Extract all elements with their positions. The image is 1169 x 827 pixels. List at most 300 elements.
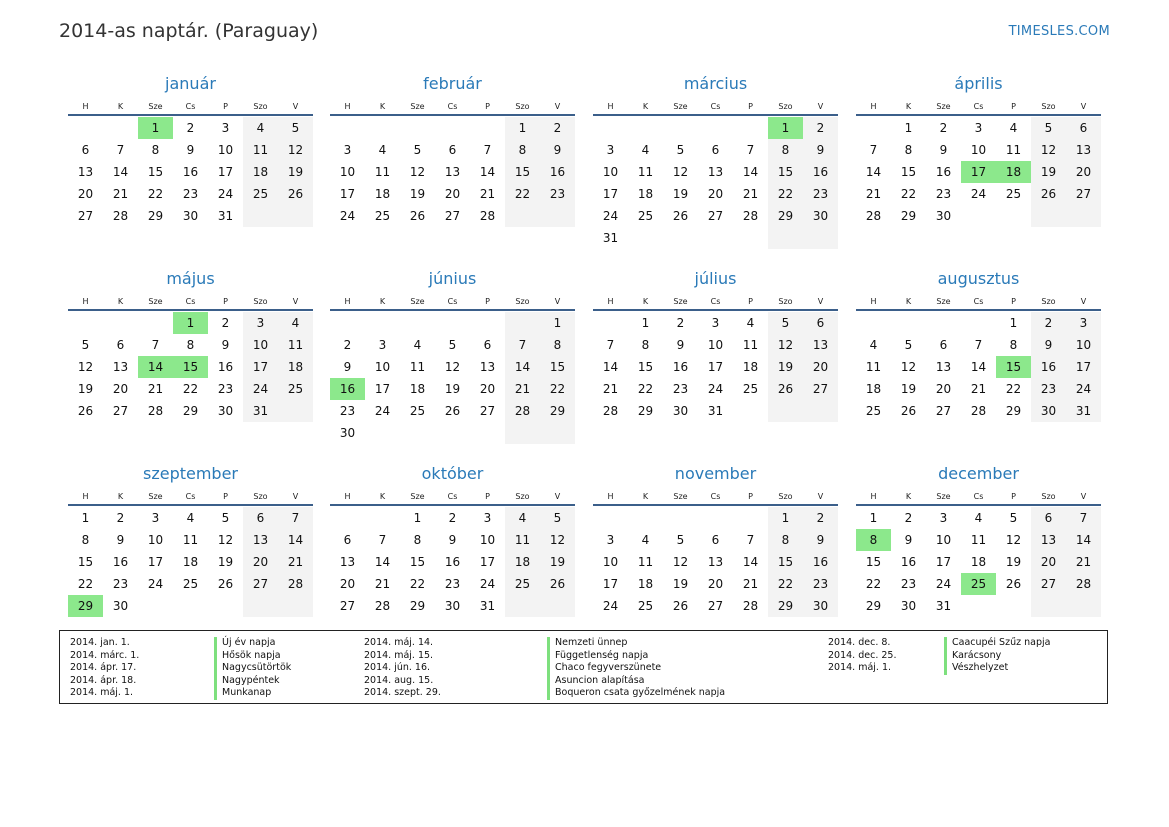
day-cell: 30 <box>1031 400 1066 422</box>
day-cell: 29 <box>1005 404 1022 418</box>
weekday-header: H <box>870 102 877 111</box>
day-cell: 2 <box>540 117 575 139</box>
empty-cell <box>803 400 838 422</box>
day-cell: 6 <box>711 533 720 547</box>
day-cell: 17 <box>479 555 496 569</box>
weekday-header: Szo <box>1041 492 1056 501</box>
empty-cell <box>733 507 768 529</box>
day-cell: 14 <box>602 360 619 374</box>
day-cell: 12 <box>1031 139 1066 161</box>
weekday-header: V <box>292 102 299 111</box>
day-cell: 23 <box>540 183 575 205</box>
day-cell: 25 <box>409 404 426 418</box>
brand-link[interactable]: TIMESLES.COM <box>1008 24 1110 39</box>
day-cell: 26 <box>1005 577 1022 591</box>
empty-cell <box>663 227 698 249</box>
weekday-header: Szo <box>778 492 793 501</box>
weekday-header: Sze <box>673 102 688 111</box>
legend-holiday-name: Chaco fegyverszünete <box>547 662 725 675</box>
day-cell: 18 <box>409 382 426 396</box>
holiday-day-cell: 8 <box>856 529 891 551</box>
day-cell: 28 <box>865 209 882 223</box>
day-cell: 8 <box>186 338 195 352</box>
empty-cell <box>138 595 173 617</box>
day-cell: 22 <box>147 187 164 201</box>
empty-cell <box>505 312 540 334</box>
day-cell: 12 <box>672 165 689 179</box>
empty-cell <box>698 227 733 249</box>
day-cell: 27 <box>803 378 838 400</box>
empty-cell <box>593 507 628 529</box>
weekday-header: V <box>292 492 299 501</box>
empty-cell <box>278 400 313 422</box>
day-cell: 15 <box>768 161 803 183</box>
day-cell: 4 <box>1009 121 1018 135</box>
weekday-header: Szo <box>515 297 530 306</box>
day-cell: 11 <box>970 533 987 547</box>
day-cell: 22 <box>637 382 654 396</box>
day-cell: 20 <box>77 187 94 201</box>
weekday-header: Sze <box>148 297 163 306</box>
empty-cell <box>961 312 996 334</box>
day-cell: 3 <box>939 511 948 525</box>
legend-holiday-name: Vészhelyzet <box>944 662 1050 675</box>
legend-names <box>214 637 291 700</box>
day-cell: 23 <box>935 187 952 201</box>
weekday-header: V <box>1080 492 1087 501</box>
empty-cell <box>733 117 768 139</box>
day-cell: 12 <box>77 360 94 374</box>
day-cell: 13 <box>935 360 952 374</box>
day-cell: 9 <box>803 139 838 161</box>
weekday-header: Sze <box>410 297 425 306</box>
weekday-header: K <box>642 492 649 501</box>
day-cell: 10 <box>243 334 278 356</box>
day-cell: 25 <box>1005 187 1022 201</box>
day-cell: 21 <box>479 187 496 201</box>
day-cell: 7 <box>151 338 160 352</box>
day-cell: 16 <box>217 360 234 374</box>
day-cell: 12 <box>1005 533 1022 547</box>
weekday-header: P <box>1011 297 1016 306</box>
day-cell: 4 <box>505 507 540 529</box>
day-cell: 28 <box>112 209 129 223</box>
day-cell: 5 <box>1031 117 1066 139</box>
day-cell: 14 <box>1066 529 1101 551</box>
month-name: február <box>423 74 482 93</box>
weekday-header: Szo <box>1041 102 1056 111</box>
empty-cell <box>1066 595 1101 617</box>
legend-dates <box>364 637 441 700</box>
legend-names <box>944 637 1050 675</box>
day-cell: 5 <box>1009 511 1018 525</box>
day-cell: 11 <box>505 529 540 551</box>
day-cell: 6 <box>343 533 352 547</box>
empty-cell <box>540 595 575 617</box>
day-cell: 29 <box>182 404 199 418</box>
day-cell: 18 <box>182 555 199 569</box>
weekday-header: Sze <box>148 102 163 111</box>
day-cell: 30 <box>803 205 838 227</box>
day-cell: 24 <box>243 378 278 400</box>
weekday-header: Cs <box>973 492 984 501</box>
empty-cell <box>435 117 470 139</box>
day-cell: 12 <box>409 165 426 179</box>
day-cell: 31 <box>479 599 496 613</box>
day-cell: 19 <box>768 356 803 378</box>
weekday-header: H <box>82 297 89 306</box>
day-cell: 16 <box>182 165 199 179</box>
weekday-header: Cs <box>973 102 984 111</box>
day-cell: 8 <box>641 338 650 352</box>
legend-date: 2014. máj. 1. <box>70 687 134 698</box>
weekday-header: Szo <box>253 297 268 306</box>
day-cell: 7 <box>869 143 878 157</box>
weekday-header: P <box>748 492 753 501</box>
day-cell: 30 <box>803 595 838 617</box>
day-cell: 10 <box>1066 334 1101 356</box>
weekday-header: H <box>344 492 351 501</box>
day-cell: 31 <box>1066 400 1101 422</box>
day-cell: 21 <box>742 577 759 591</box>
holiday-day-cell: 15 <box>173 356 208 378</box>
weekday-header: V <box>1080 297 1087 306</box>
weekday-header: H <box>82 102 89 111</box>
weekday-header: Cs <box>185 297 196 306</box>
weekday-header: Sze <box>673 297 688 306</box>
day-cell: 10 <box>217 143 234 157</box>
day-cell: 18 <box>637 187 654 201</box>
day-cell: 22 <box>900 187 917 201</box>
day-cell: 13 <box>339 555 356 569</box>
day-cell: 9 <box>939 143 948 157</box>
weekday-header: P <box>485 297 490 306</box>
empty-cell <box>733 400 768 422</box>
weekday-header: Sze <box>148 492 163 501</box>
day-cell: 29 <box>900 209 917 223</box>
day-cell: 17 <box>1066 356 1101 378</box>
weekday-header: Szo <box>515 492 530 501</box>
day-cell: 1 <box>641 316 650 330</box>
day-cell: 1 <box>904 121 913 135</box>
day-cell: 3 <box>606 533 615 547</box>
holiday-day-cell: 14 <box>138 356 173 378</box>
day-cell: 15 <box>768 551 803 573</box>
day-cell: 29 <box>637 404 654 418</box>
day-cell: 20 <box>707 577 724 591</box>
day-cell: 18 <box>865 382 882 396</box>
day-cell: 26 <box>278 183 313 205</box>
day-cell: 21 <box>374 577 391 591</box>
day-cell: 24 <box>602 209 619 223</box>
day-cell: 25 <box>505 573 540 595</box>
day-cell: 9 <box>448 533 457 547</box>
holiday-day-cell: 1 <box>173 312 208 334</box>
day-cell: 20 <box>112 382 129 396</box>
month-divider <box>68 504 313 506</box>
day-cell: 20 <box>1066 161 1101 183</box>
legend-holiday-name: Függetlenség napja <box>547 650 725 663</box>
month-divider <box>330 309 575 311</box>
day-cell: 4 <box>378 143 387 157</box>
empty-cell <box>856 117 891 139</box>
day-cell: 17 <box>374 382 391 396</box>
month-name: június <box>428 269 477 288</box>
day-cell: 4 <box>641 143 650 157</box>
day-cell: 19 <box>900 382 917 396</box>
day-cell: 30 <box>444 599 461 613</box>
day-cell: 5 <box>81 338 90 352</box>
day-cell: 31 <box>217 209 234 223</box>
weekday-header: K <box>642 102 649 111</box>
day-cell: 5 <box>278 117 313 139</box>
day-cell: 31 <box>243 400 278 422</box>
month-divider <box>593 114 838 116</box>
day-cell: 4 <box>243 117 278 139</box>
day-cell: 16 <box>935 165 952 179</box>
day-cell: 13 <box>707 555 724 569</box>
day-cell: 28 <box>602 404 619 418</box>
month-november <box>593 463 838 617</box>
legend-dates <box>828 637 896 675</box>
day-cell: 25 <box>182 577 199 591</box>
month-name: szeptember <box>142 464 238 483</box>
day-cell: 7 <box>116 143 125 157</box>
day-cell: 7 <box>606 338 615 352</box>
legend-holiday-name: Caacupéi Szűz napja <box>944 637 1050 650</box>
legend-holiday-name: Nagypéntek <box>214 675 291 688</box>
day-cell: 2 <box>803 117 838 139</box>
legend-holiday-name: Hősök napja <box>214 650 291 663</box>
day-cell: 4 <box>186 511 195 525</box>
day-cell: 3 <box>483 511 492 525</box>
empty-cell <box>278 205 313 227</box>
weekday-header: Sze <box>936 492 951 501</box>
day-cell: 20 <box>1031 551 1066 573</box>
day-cell: 2 <box>1031 312 1066 334</box>
weekday-header: H <box>607 492 614 501</box>
legend-dates <box>70 637 139 700</box>
holiday-legend <box>59 630 1108 704</box>
day-cell: 2 <box>904 511 913 525</box>
weekday-header: Sze <box>673 492 688 501</box>
weekday-header: Cs <box>447 297 458 306</box>
day-cell: 1 <box>413 511 422 525</box>
day-cell: 3 <box>378 338 387 352</box>
empty-cell <box>470 117 505 139</box>
weekday-header: V <box>554 492 561 501</box>
day-cell: 28 <box>147 404 164 418</box>
day-cell: 27 <box>1066 183 1101 205</box>
empty-cell <box>505 595 540 617</box>
empty-cell <box>891 312 926 334</box>
day-cell: 19 <box>444 382 461 396</box>
day-cell: 28 <box>278 573 313 595</box>
weekday-header: V <box>554 102 561 111</box>
day-cell: 14 <box>865 165 882 179</box>
day-cell: 26 <box>77 404 94 418</box>
day-cell: 19 <box>1031 161 1066 183</box>
day-cell: 6 <box>1031 507 1066 529</box>
day-cell: 9 <box>221 338 230 352</box>
day-cell: 23 <box>672 382 689 396</box>
day-cell: 19 <box>278 161 313 183</box>
empty-cell <box>435 312 470 334</box>
weekday-header: V <box>292 297 299 306</box>
month-divider <box>593 504 838 506</box>
day-cell: 14 <box>970 360 987 374</box>
day-cell: 2 <box>676 316 685 330</box>
legend-date: 2014. máj. 1. <box>828 662 892 673</box>
month-name: július <box>694 269 737 288</box>
day-cell: 9 <box>540 139 575 161</box>
day-cell: 22 <box>1005 382 1022 396</box>
weekday-header: Szo <box>515 102 530 111</box>
day-cell: 17 <box>935 555 952 569</box>
day-cell: 1 <box>869 511 878 525</box>
day-cell: 5 <box>221 511 230 525</box>
day-cell: 12 <box>444 360 461 374</box>
day-cell: 28 <box>479 209 496 223</box>
legend-date: 2014. aug. 15. <box>364 674 434 686</box>
weekday-header: P <box>485 492 490 501</box>
day-cell: 6 <box>81 143 90 157</box>
day-cell: 16 <box>1031 356 1066 378</box>
day-cell: 24 <box>1066 378 1101 400</box>
month-name: október <box>421 464 484 483</box>
holiday-day-cell: 29 <box>68 595 103 617</box>
day-cell: 8 <box>151 143 160 157</box>
weekday-header: P <box>485 102 490 111</box>
empty-cell <box>698 117 733 139</box>
weekday-header: H <box>344 297 351 306</box>
weekday-header: K <box>905 297 912 306</box>
day-cell: 30 <box>900 599 917 613</box>
day-cell: 8 <box>1009 338 1018 352</box>
legend-date: 2014. jan. 1. <box>70 637 130 648</box>
legend-holiday-name: Boqueron csata győzelmének napja <box>547 687 725 700</box>
day-cell: 12 <box>217 533 234 547</box>
weekday-header: H <box>82 492 89 501</box>
day-cell: 10 <box>707 338 724 352</box>
day-cell: 14 <box>505 356 540 378</box>
day-cell: 15 <box>637 360 654 374</box>
weekday-header: Cs <box>710 102 721 111</box>
day-cell: 28 <box>374 599 391 613</box>
legend-holiday-name: Nagycsütörtök <box>214 662 291 675</box>
day-cell: 13 <box>707 165 724 179</box>
day-cell: 18 <box>970 555 987 569</box>
day-cell: 7 <box>746 533 755 547</box>
day-cell: 15 <box>900 165 917 179</box>
day-cell: 18 <box>374 187 391 201</box>
day-cell: 12 <box>278 139 313 161</box>
day-cell: 23 <box>182 187 199 201</box>
day-cell: 16 <box>444 555 461 569</box>
day-cell: 29 <box>147 209 164 223</box>
holiday-day-cell: 18 <box>996 161 1031 183</box>
empty-cell <box>138 312 173 334</box>
day-cell: 7 <box>483 143 492 157</box>
empty-cell <box>365 312 400 334</box>
day-cell: 11 <box>374 165 391 179</box>
empty-cell <box>470 312 505 334</box>
empty-cell <box>68 312 103 334</box>
day-cell: 17 <box>602 577 619 591</box>
day-cell: 15 <box>77 555 94 569</box>
day-cell: 1 <box>540 312 575 334</box>
day-cell: 20 <box>444 187 461 201</box>
day-cell: 4 <box>641 533 650 547</box>
weekday-header: H <box>870 492 877 501</box>
legend-date: 2014. jún. 16. <box>364 662 431 673</box>
empty-cell <box>400 422 435 444</box>
day-cell: 8 <box>413 533 422 547</box>
day-cell: 5 <box>540 507 575 529</box>
day-cell: 3 <box>151 511 160 525</box>
day-cell: 29 <box>865 599 882 613</box>
weekday-header: Cs <box>185 102 196 111</box>
day-cell: 21 <box>112 187 129 201</box>
day-cell: 20 <box>479 382 496 396</box>
day-cell: 18 <box>742 360 759 374</box>
weekday-header: V <box>1080 102 1087 111</box>
day-cell: 25 <box>637 209 654 223</box>
day-cell: 31 <box>935 599 952 613</box>
day-cell: 19 <box>77 382 94 396</box>
day-cell: 6 <box>448 143 457 157</box>
weekday-header: K <box>379 102 386 111</box>
empty-cell <box>243 595 278 617</box>
day-cell: 27 <box>707 209 724 223</box>
empty-cell <box>768 227 803 249</box>
day-cell: 28 <box>970 404 987 418</box>
day-cell: 9 <box>186 143 195 157</box>
day-cell: 6 <box>711 143 720 157</box>
holiday-day-cell: 1 <box>768 117 803 139</box>
day-cell: 10 <box>970 143 987 157</box>
day-cell: 29 <box>540 400 575 422</box>
day-cell: 7 <box>1066 507 1101 529</box>
day-cell: 21 <box>505 378 540 400</box>
month-name: augusztus <box>937 269 1020 288</box>
month-február <box>330 73 575 227</box>
day-cell: 22 <box>540 378 575 400</box>
day-cell: 12 <box>672 555 689 569</box>
day-cell: 13 <box>444 165 461 179</box>
day-cell: 5 <box>448 338 457 352</box>
day-cell: 23 <box>444 577 461 591</box>
day-cell: 16 <box>803 161 838 183</box>
day-cell: 30 <box>339 426 356 440</box>
day-cell: 26 <box>217 577 234 591</box>
day-cell: 8 <box>540 334 575 356</box>
day-cell: 21 <box>147 382 164 396</box>
weekday-header: H <box>607 297 614 306</box>
day-cell: 31 <box>602 231 619 245</box>
empty-cell <box>698 507 733 529</box>
day-cell: 8 <box>768 139 803 161</box>
legend-date: 2014. dec. 25. <box>828 649 897 661</box>
legend-holiday-name: Munkanap <box>214 687 291 700</box>
day-cell: 13 <box>1066 139 1101 161</box>
weekday-header: Szo <box>778 297 793 306</box>
day-cell: 22 <box>77 577 94 591</box>
day-cell: 14 <box>742 555 759 569</box>
holiday-day-cell: 1 <box>138 117 173 139</box>
day-cell: 14 <box>742 165 759 179</box>
day-cell: 22 <box>768 573 803 595</box>
